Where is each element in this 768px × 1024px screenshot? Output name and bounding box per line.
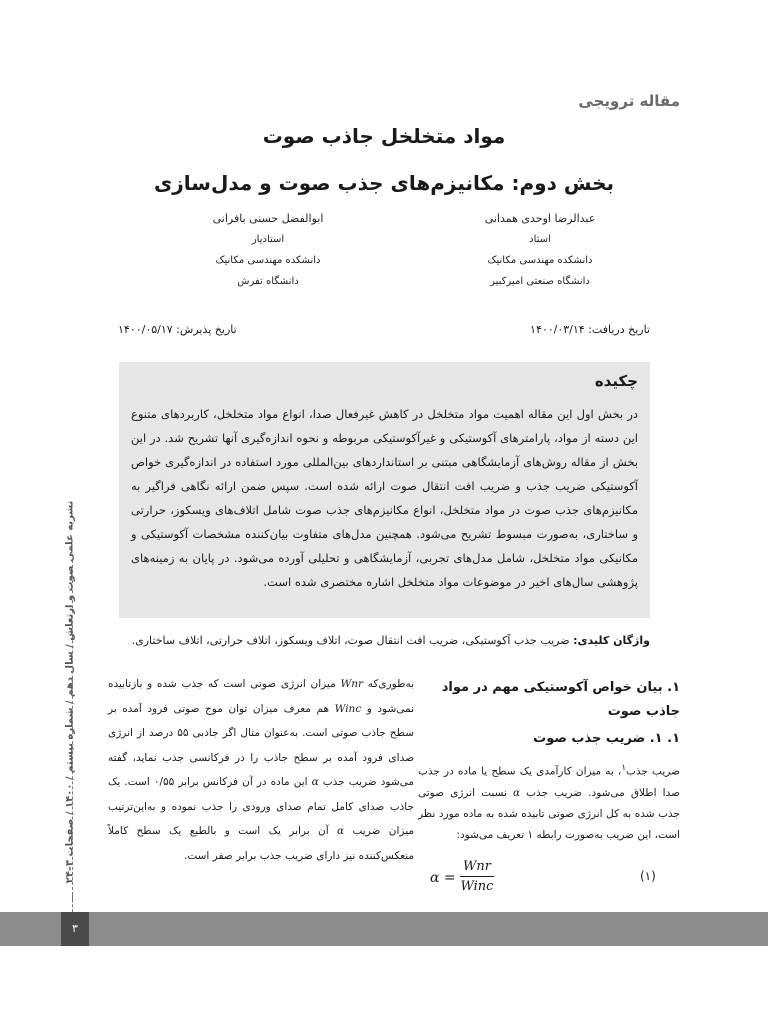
fraction-bar bbox=[460, 876, 494, 877]
right-column-paragraph bbox=[418, 758, 680, 846]
author-block-1 bbox=[440, 208, 640, 292]
author-block-2 bbox=[168, 208, 368, 292]
author-name: عبدالرضا اوحدی همدانی bbox=[484, 212, 596, 225]
wnr-symbol: Wnr bbox=[340, 678, 364, 690]
journal-info-sidebar bbox=[50, 489, 90, 894]
equation-number: (۱) bbox=[640, 869, 656, 883]
left-col-part-4: این ماده در آن فرکانس برابر ۰/۵۵ است. یک جاذب صدای کامل تمام صدای ورودی را جذب نموده و به‌این‌ترتیب میزان ضریب bbox=[108, 776, 414, 837]
right-col-text-2: ، به میزان کارآمدی یک سطح یا ماده در جذب صدا اطلاق می‌شود. ضریب جذب bbox=[418, 765, 680, 799]
author-position: استادیار bbox=[251, 234, 285, 245]
paper-title: مواد متخلخل جاذب صوت bbox=[262, 124, 506, 148]
keywords bbox=[118, 632, 650, 650]
journal-info-text: نشریه علمی صوت و ارتعاش / سال دهم / شماره بیستم / ۱۴۰۰ / صفحات ۳–۲۴ bbox=[64, 500, 76, 883]
equation-fraction bbox=[460, 858, 494, 895]
right-col-text-3: نسبت انرژی صوتی جذب شده به کل انرژی صوتی تابیده شده به ماده مورد نظر است، این ضریب به‌صورت رابطه ۱ تعریف می‌شود: bbox=[418, 786, 680, 841]
abstract-text: در بخش اول این مقاله اهمیت مواد متخلخل در کاهش غیرفعال صدا، انواع مواد متخلخل، کاربردهای متنوع این دسته از مواد، پارامترهای آکوستیکی و غیرآکوستیکی مربوطه و نحوه اندازه‌گیری آنها تشریح شد. در این بخش از مقاله روش‌های آزمایشگاهی مبتنی بر استانداردهای بین‌المللی مورد استفاده در اندازه‌گیری خواص آکوستیکی ضریب جذب و ضریب افت انتقال صوت ارائه شده است. سپس ضمن ارائه نگاهی فراگیر به مکانیزم‌های جذب صوت در مواد متخلخل، انواع مکانیزم‌های جذب صوت شامل اتلاف‌های ویسکوز، حرارتی و ساختاری، به‌صورت مبسوط تشریح می‌شود. همچنین مدل‌های متفاوت بیان‌کننده مشخصات آکوستیکی و مکانیکی مواد متخلخل، شامل مدل‌های تجربی، آزمایشگاهی و تحلیلی آورده می‌شود. در پایان به زمینه‌های پژوهشی سال‌های اخیر در موضوعات مواد متخلخل اشاره مختصری شده است. bbox=[131, 407, 638, 589]
article-type: مقاله ترویجی bbox=[578, 92, 680, 110]
equation-numerator: Wnr bbox=[463, 859, 491, 874]
left-col-part-3: هم معرف میزان توان موج صوتی فرود آمده بر سطح جاذب صوتی است. به‌عنوان مثال اگر جاذبی ۵۵ درصد از انرژی صدای فرود آمده بر سطح جاذب را در فرکانسی جذب نماید، گفته می‌شود ضریب جذب bbox=[108, 702, 414, 788]
left-column-paragraph bbox=[108, 672, 414, 868]
author-faculty: دانشکده مهندسی مکانیک bbox=[215, 255, 321, 266]
author-university: دانشگاه صنعتی امیرکبیر bbox=[490, 276, 590, 287]
winc-symbol: Winc bbox=[334, 702, 362, 715]
author-faculty: دانشکده مهندسی مکانیک bbox=[487, 255, 593, 266]
abstract-box bbox=[119, 362, 650, 618]
keywords-text: ضریب جذب آکوستیکی، ضریب افت انتقال صوت، اتلاف ویسکوز، اتلاف حرارتی، اتلاف ساختاری. bbox=[131, 634, 574, 647]
sidebar-divider-lower bbox=[72, 895, 73, 912]
section-heading-1-1: ۱. ۱. ضریب جذب صوت bbox=[533, 731, 680, 746]
accepted-date: تاریخ پذیرش: ۱۴۰۰/۰۵/۱۷ bbox=[118, 323, 237, 336]
alpha-symbol: α bbox=[311, 776, 319, 788]
equation-denominator: Winc bbox=[460, 879, 494, 894]
equation-1 bbox=[430, 858, 500, 900]
author-name: ابوالفضل حسنی بافرانی bbox=[212, 212, 324, 225]
alpha-symbol: α bbox=[337, 825, 345, 837]
author-university: دانشگاه تفرش bbox=[237, 276, 299, 287]
left-col-part-1: به‌طوری‌که bbox=[363, 678, 414, 690]
page-number: ۳ bbox=[61, 912, 89, 946]
abstract-heading: چکیده bbox=[594, 372, 638, 390]
left-col-part-5: آن برابر یک است و بالطبع یک سطح کاملاً منعکس‌کننده نیز دارای ضریب جذب برابر صفر است. bbox=[108, 825, 414, 862]
footer-band bbox=[0, 912, 768, 946]
sidebar-divider bbox=[72, 560, 73, 900]
footnote-mark: ۱ bbox=[621, 763, 627, 773]
author-position: استاد bbox=[529, 234, 551, 245]
left-col-part-2: میزان انرژی صوتی است که جذب شده و بازتابیده نمی‌شود و bbox=[108, 678, 414, 715]
paper-subtitle: بخش دوم: مکانیزم‌های جذب صوت و مدل‌سازی bbox=[153, 171, 615, 195]
keywords-label: واژگان کلیدی: bbox=[573, 634, 650, 647]
received-date: تاریخ دریافت: ۱۴۰۰/۰۳/۱۴ bbox=[530, 323, 650, 336]
equation-lhs: α = bbox=[430, 870, 456, 886]
right-col-text-1: ضریب جذب bbox=[626, 765, 680, 778]
alpha-symbol: α bbox=[512, 786, 521, 799]
section-heading-1: ۱. بیان خواص آکوستیکی مهم در مواد جاذب صوت bbox=[441, 680, 680, 719]
